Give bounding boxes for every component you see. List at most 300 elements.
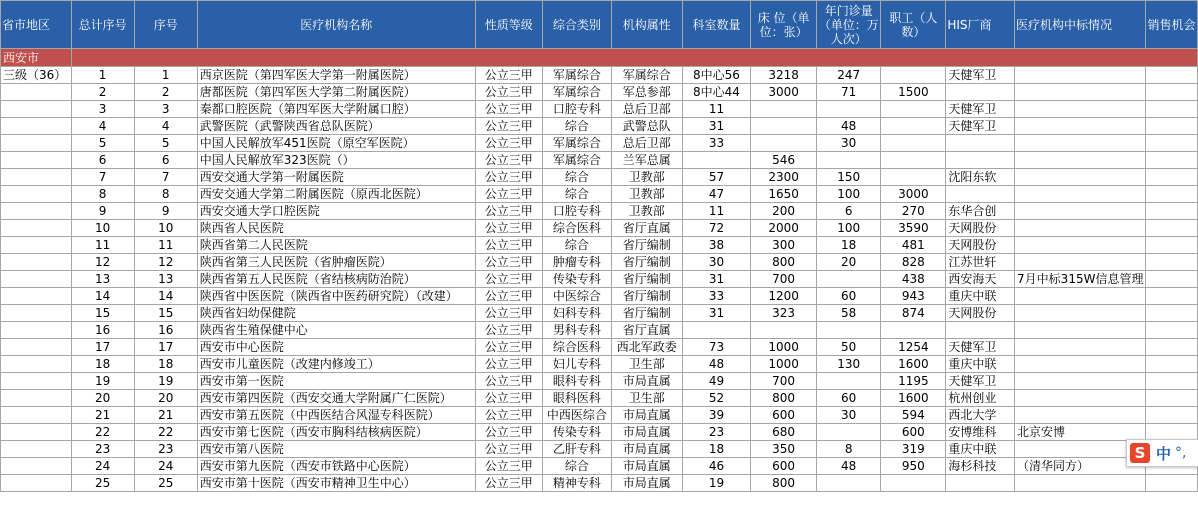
header-region[interactable]: 省市地区 xyxy=(1,1,72,49)
his-cell[interactable] xyxy=(946,135,1015,152)
region-level-cell[interactable] xyxy=(1,424,72,441)
attr-cell[interactable]: 卫教部 xyxy=(611,203,682,220)
beds-cell[interactable]: 600 xyxy=(751,458,817,475)
table-row[interactable] xyxy=(1,152,1198,169)
his-cell[interactable]: 安博维科 xyxy=(946,424,1015,441)
region-fill[interactable] xyxy=(71,49,1197,67)
total-seq-cell[interactable]: 18 xyxy=(71,356,134,373)
beds-cell[interactable]: 546 xyxy=(751,152,817,169)
total-seq-cell[interactable]: 14 xyxy=(71,288,134,305)
staff-cell[interactable]: 950 xyxy=(881,458,946,475)
visits-cell[interactable] xyxy=(816,373,880,390)
bid-cell[interactable] xyxy=(1015,322,1146,339)
header-seq[interactable]: 序号 xyxy=(134,1,197,49)
level-cell[interactable]: 公立三甲 xyxy=(475,441,542,458)
staff-cell[interactable]: 1600 xyxy=(881,390,946,407)
level-cell[interactable]: 公立三甲 xyxy=(475,186,542,203)
visits-cell[interactable]: 50 xyxy=(816,339,880,356)
staff-cell[interactable] xyxy=(881,322,946,339)
beds-cell[interactable]: 2300 xyxy=(751,169,817,186)
visits-cell[interactable]: 100 xyxy=(816,220,880,237)
staff-cell[interactable]: 1195 xyxy=(881,373,946,390)
table-row[interactable] xyxy=(1,305,1198,322)
staff-cell[interactable]: 3000 xyxy=(881,186,946,203)
header-attr[interactable]: 机构属性 xyxy=(611,1,682,49)
region-level-cell[interactable] xyxy=(1,305,72,322)
category-cell[interactable]: 口腔专科 xyxy=(542,101,611,118)
region-level-cell[interactable] xyxy=(1,254,72,271)
name-cell[interactable]: 西安市第九医院（西安市铁路中心医院） xyxy=(197,458,475,475)
category-cell[interactable]: 军属综合 xyxy=(542,152,611,169)
bid-cell[interactable] xyxy=(1015,186,1146,203)
beds-cell[interactable]: 300 xyxy=(751,237,817,254)
table-row[interactable] xyxy=(1,322,1198,339)
beds-cell[interactable]: 1200 xyxy=(751,288,817,305)
his-cell[interactable]: 天健军卫 xyxy=(946,339,1015,356)
visits-cell[interactable]: 20 xyxy=(816,254,880,271)
staff-cell[interactable]: 600 xyxy=(881,424,946,441)
sales-cell[interactable] xyxy=(1146,220,1198,237)
visits-cell[interactable]: 130 xyxy=(816,356,880,373)
name-cell[interactable]: 陕西省中医医院（陕西省中医药研究院）（改建） xyxy=(197,288,475,305)
sales-cell[interactable] xyxy=(1146,424,1198,441)
total-seq-cell[interactable]: 25 xyxy=(71,475,134,492)
category-cell[interactable]: 妇科专科 xyxy=(542,305,611,322)
category-cell[interactable]: 军属综合 xyxy=(542,67,611,84)
sales-cell[interactable] xyxy=(1146,271,1198,288)
category-cell[interactable]: 眼科医科 xyxy=(542,390,611,407)
name-cell[interactable]: 西安交通大学口腔医院 xyxy=(197,203,475,220)
sales-cell[interactable] xyxy=(1146,322,1198,339)
bid-cell[interactable] xyxy=(1015,475,1146,492)
region-level-cell[interactable] xyxy=(1,169,72,186)
category-cell[interactable]: 男科专科 xyxy=(542,322,611,339)
table-row[interactable] xyxy=(1,101,1198,118)
his-cell[interactable] xyxy=(946,322,1015,339)
region-level-cell[interactable] xyxy=(1,288,72,305)
level-cell[interactable]: 公立三甲 xyxy=(475,67,542,84)
staff-cell[interactable]: 828 xyxy=(881,254,946,271)
region-level-cell[interactable] xyxy=(1,441,72,458)
name-cell[interactable]: 陕西省人民医院 xyxy=(197,220,475,237)
depts-cell[interactable]: 19 xyxy=(682,475,751,492)
name-cell[interactable]: 西安市第四医院（西安交通大学附属广仁医院） xyxy=(197,390,475,407)
staff-cell[interactable]: 3590 xyxy=(881,220,946,237)
total-seq-cell[interactable]: 24 xyxy=(71,458,134,475)
his-cell[interactable]: 东华合创 xyxy=(946,203,1015,220)
bid-cell[interactable] xyxy=(1015,118,1146,135)
visits-cell[interactable]: 48 xyxy=(816,458,880,475)
category-cell[interactable]: 综合 xyxy=(542,169,611,186)
table-row[interactable] xyxy=(1,373,1198,390)
region-level-cell[interactable] xyxy=(1,271,72,288)
region-level-cell[interactable] xyxy=(1,101,72,118)
total-seq-cell[interactable]: 17 xyxy=(71,339,134,356)
bid-cell[interactable] xyxy=(1015,84,1146,101)
beds-cell[interactable]: 800 xyxy=(751,254,817,271)
visits-cell[interactable]: 150 xyxy=(816,169,880,186)
seq-cell[interactable]: 8 xyxy=(134,186,197,203)
bid-cell[interactable] xyxy=(1015,101,1146,118)
header-category[interactable]: 综合类别 xyxy=(542,1,611,49)
table-row[interactable] xyxy=(1,254,1198,271)
table-row[interactable] xyxy=(1,441,1198,458)
staff-cell[interactable]: 1600 xyxy=(881,356,946,373)
name-cell[interactable]: 陕西省第二人民医院 xyxy=(197,237,475,254)
table-row[interactable] xyxy=(1,169,1198,186)
depts-cell[interactable]: 23 xyxy=(682,424,751,441)
his-cell[interactable]: 杭州创业 xyxy=(946,390,1015,407)
attr-cell[interactable]: 省厅编制 xyxy=(611,288,682,305)
region-level-cell[interactable] xyxy=(1,339,72,356)
region-row[interactable] xyxy=(1,49,1198,67)
seq-cell[interactable]: 13 xyxy=(134,271,197,288)
visits-cell[interactable] xyxy=(816,152,880,169)
header-beds[interactable]: 床 位（单位：张） xyxy=(751,1,817,49)
his-cell[interactable]: 重庆中联 xyxy=(946,441,1015,458)
his-cell[interactable]: 西北大学 xyxy=(946,407,1015,424)
attr-cell[interactable]: 总后卫部 xyxy=(611,135,682,152)
beds-cell[interactable] xyxy=(751,322,817,339)
seq-cell[interactable]: 18 xyxy=(134,356,197,373)
beds-cell[interactable]: 680 xyxy=(751,424,817,441)
level-cell[interactable]: 公立三甲 xyxy=(475,271,542,288)
category-cell[interactable]: 综合医科 xyxy=(542,339,611,356)
beds-cell[interactable]: 3000 xyxy=(751,84,817,101)
attr-cell[interactable]: 省厅编制 xyxy=(611,237,682,254)
seq-cell[interactable]: 10 xyxy=(134,220,197,237)
seq-cell[interactable]: 12 xyxy=(134,254,197,271)
category-cell[interactable]: 肿瘤专科 xyxy=(542,254,611,271)
region-level-cell[interactable] xyxy=(1,84,72,101)
attr-cell[interactable]: 卫生部 xyxy=(611,390,682,407)
sales-cell[interactable] xyxy=(1146,152,1198,169)
header-his[interactable]: HIS厂商 xyxy=(946,1,1015,49)
his-cell[interactable]: 天健军卫 xyxy=(946,67,1015,84)
category-cell[interactable]: 传染专科 xyxy=(542,271,611,288)
level-cell[interactable]: 公立三甲 xyxy=(475,390,542,407)
his-cell[interactable]: 重庆中联 xyxy=(946,288,1015,305)
table-row[interactable] xyxy=(1,135,1198,152)
bid-cell[interactable]: （清华同方） xyxy=(1015,458,1146,475)
staff-cell[interactable] xyxy=(881,152,946,169)
attr-cell[interactable]: 市局直属 xyxy=(611,424,682,441)
sales-cell[interactable] xyxy=(1146,203,1198,220)
seq-cell[interactable]: 21 xyxy=(134,407,197,424)
table-row[interactable] xyxy=(1,84,1198,101)
category-cell[interactable]: 军属综合 xyxy=(542,135,611,152)
beds-cell[interactable] xyxy=(751,135,817,152)
total-seq-cell[interactable]: 10 xyxy=(71,220,134,237)
total-seq-cell[interactable]: 19 xyxy=(71,373,134,390)
sales-cell[interactable] xyxy=(1146,67,1198,84)
header-visits[interactable]: 年门诊量（单位：万人次） xyxy=(816,1,880,49)
total-seq-cell[interactable]: 1 xyxy=(71,67,134,84)
sales-cell[interactable] xyxy=(1146,475,1198,492)
level-cell[interactable]: 公立三甲 xyxy=(475,424,542,441)
beds-cell[interactable]: 700 xyxy=(751,271,817,288)
sales-cell[interactable] xyxy=(1146,118,1198,135)
bid-cell[interactable] xyxy=(1015,169,1146,186)
beds-cell[interactable]: 2000 xyxy=(751,220,817,237)
seq-cell[interactable]: 7 xyxy=(134,169,197,186)
sales-cell[interactable] xyxy=(1146,288,1198,305)
region-level-cell[interactable] xyxy=(1,390,72,407)
bid-cell[interactable] xyxy=(1015,237,1146,254)
sales-cell[interactable] xyxy=(1146,305,1198,322)
depts-cell[interactable]: 47 xyxy=(682,186,751,203)
level-cell[interactable]: 公立三甲 xyxy=(475,101,542,118)
level-cell[interactable]: 公立三甲 xyxy=(475,322,542,339)
visits-cell[interactable]: 58 xyxy=(816,305,880,322)
depts-cell[interactable]: 48 xyxy=(682,356,751,373)
name-cell[interactable]: 西安市第五医院（中西医结合风湿专科医院） xyxy=(197,407,475,424)
depts-cell[interactable]: 31 xyxy=(682,305,751,322)
his-cell[interactable]: 江苏世轩 xyxy=(946,254,1015,271)
category-cell[interactable]: 妇儿专科 xyxy=(542,356,611,373)
his-cell[interactable]: 沈阳东软 xyxy=(946,169,1015,186)
total-seq-cell[interactable]: 13 xyxy=(71,271,134,288)
staff-cell[interactable]: 270 xyxy=(881,203,946,220)
name-cell[interactable]: 西安交通大学第二附属医院（原西北医院） xyxy=(197,186,475,203)
seq-cell[interactable]: 16 xyxy=(134,322,197,339)
depts-cell[interactable]: 46 xyxy=(682,458,751,475)
ime-mode-indicator[interactable]: 中 xyxy=(1156,444,1172,463)
attr-cell[interactable]: 市局直属 xyxy=(611,441,682,458)
depts-cell[interactable]: 11 xyxy=(682,203,751,220)
depts-cell[interactable]: 31 xyxy=(682,271,751,288)
seq-cell[interactable]: 20 xyxy=(134,390,197,407)
bid-cell[interactable] xyxy=(1015,220,1146,237)
header-sales[interactable]: 销售机会 xyxy=(1146,1,1198,49)
beds-cell[interactable]: 323 xyxy=(751,305,817,322)
seq-cell[interactable]: 15 xyxy=(134,305,197,322)
staff-cell[interactable] xyxy=(881,67,946,84)
name-cell[interactable]: 中国人民解放军451医院（原空军医院） xyxy=(197,135,475,152)
beds-cell[interactable]: 1000 xyxy=(751,339,817,356)
staff-cell[interactable]: 1254 xyxy=(881,339,946,356)
name-cell[interactable]: 西安交通大学第一附属医院 xyxy=(197,169,475,186)
region-level-cell[interactable] xyxy=(1,237,72,254)
total-seq-cell[interactable]: 22 xyxy=(71,424,134,441)
visits-cell[interactable]: 60 xyxy=(816,390,880,407)
total-seq-cell[interactable]: 3 xyxy=(71,101,134,118)
staff-cell[interactable]: 481 xyxy=(881,237,946,254)
table-row[interactable] xyxy=(1,339,1198,356)
total-seq-cell[interactable]: 7 xyxy=(71,169,134,186)
seq-cell[interactable]: 4 xyxy=(134,118,197,135)
header-depts[interactable]: 科室数量 xyxy=(682,1,751,49)
bid-cell[interactable] xyxy=(1015,135,1146,152)
name-cell[interactable]: 西安市第十医院（西安市精神卫生中心） xyxy=(197,475,475,492)
staff-cell[interactable] xyxy=(881,135,946,152)
depts-cell[interactable]: 33 xyxy=(682,288,751,305)
category-cell[interactable]: 精神专科 xyxy=(542,475,611,492)
attr-cell[interactable]: 省厅编制 xyxy=(611,254,682,271)
table-row[interactable] xyxy=(1,271,1198,288)
his-cell[interactable]: 天网股份 xyxy=(946,237,1015,254)
table-row[interactable] xyxy=(1,424,1198,441)
bid-cell[interactable] xyxy=(1015,407,1146,424)
visits-cell[interactable]: 8 xyxy=(816,441,880,458)
total-seq-cell[interactable]: 12 xyxy=(71,254,134,271)
sales-cell[interactable] xyxy=(1146,339,1198,356)
region-level-cell[interactable] xyxy=(1,407,72,424)
beds-cell[interactable] xyxy=(751,101,817,118)
region-level-cell[interactable] xyxy=(1,186,72,203)
header-name[interactable]: 医疗机构名称 xyxy=(197,1,475,49)
level-cell[interactable]: 公立三甲 xyxy=(475,288,542,305)
total-seq-cell[interactable]: 23 xyxy=(71,441,134,458)
seq-cell[interactable]: 19 xyxy=(134,373,197,390)
level-cell[interactable]: 公立三甲 xyxy=(475,135,542,152)
attr-cell[interactable]: 省厅直属 xyxy=(611,220,682,237)
visits-cell[interactable]: 100 xyxy=(816,186,880,203)
beds-cell[interactable]: 200 xyxy=(751,203,817,220)
depts-cell[interactable]: 73 xyxy=(682,339,751,356)
sales-cell[interactable] xyxy=(1146,356,1198,373)
attr-cell[interactable]: 军属综合 xyxy=(611,67,682,84)
depts-cell[interactable]: 33 xyxy=(682,135,751,152)
region-level-cell[interactable] xyxy=(1,458,72,475)
beds-cell[interactable]: 600 xyxy=(751,407,817,424)
total-seq-cell[interactable]: 20 xyxy=(71,390,134,407)
his-cell[interactable] xyxy=(946,475,1015,492)
staff-cell[interactable]: 319 xyxy=(881,441,946,458)
sales-cell[interactable] xyxy=(1146,254,1198,271)
ime-punct-indicator[interactable]: °, xyxy=(1175,445,1187,461)
region-level-cell[interactable] xyxy=(1,475,72,492)
level-cell[interactable]: 公立三甲 xyxy=(475,152,542,169)
name-cell[interactable]: 西安市第七医院（西安市胸科结核病医院） xyxy=(197,424,475,441)
depts-cell[interactable]: 30 xyxy=(682,254,751,271)
attr-cell[interactable]: 省厅直属 xyxy=(611,322,682,339)
level-cell[interactable]: 公立三甲 xyxy=(475,169,542,186)
visits-cell[interactable] xyxy=(816,475,880,492)
header-total-seq[interactable]: 总计序号 xyxy=(71,1,134,49)
seq-cell[interactable]: 23 xyxy=(134,441,197,458)
attr-cell[interactable]: 省厅编制 xyxy=(611,305,682,322)
region-level-cell[interactable] xyxy=(1,356,72,373)
visits-cell[interactable]: 6 xyxy=(816,203,880,220)
depts-cell[interactable]: 49 xyxy=(682,373,751,390)
table-row[interactable] xyxy=(1,203,1198,220)
table-row[interactable] xyxy=(1,220,1198,237)
his-cell[interactable]: 海杉科技 xyxy=(946,458,1015,475)
header-staff[interactable]: 职工（人数） xyxy=(881,1,946,49)
header-level[interactable]: 性质等级 xyxy=(475,1,542,49)
level-cell[interactable]: 公立三甲 xyxy=(475,373,542,390)
sales-cell[interactable] xyxy=(1146,186,1198,203)
category-cell[interactable]: 口腔专科 xyxy=(542,203,611,220)
visits-cell[interactable] xyxy=(816,101,880,118)
bid-cell[interactable]: 7月中标315W信息管理 xyxy=(1015,271,1146,288)
visits-cell[interactable] xyxy=(816,424,880,441)
staff-cell[interactable] xyxy=(881,118,946,135)
depts-cell[interactable] xyxy=(682,152,751,169)
level-cell[interactable]: 公立三甲 xyxy=(475,458,542,475)
beds-cell[interactable]: 3218 xyxy=(751,67,817,84)
sales-cell[interactable] xyxy=(1146,373,1198,390)
category-cell[interactable]: 中医综合 xyxy=(542,288,611,305)
visits-cell[interactable]: 71 xyxy=(816,84,880,101)
attr-cell[interactable]: 卫教部 xyxy=(611,186,682,203)
level-cell[interactable]: 公立三甲 xyxy=(475,203,542,220)
table-row[interactable] xyxy=(1,390,1198,407)
his-cell[interactable]: 天健军卫 xyxy=(946,373,1015,390)
seq-cell[interactable]: 14 xyxy=(134,288,197,305)
total-seq-cell[interactable]: 6 xyxy=(71,152,134,169)
bid-cell[interactable] xyxy=(1015,305,1146,322)
seq-cell[interactable]: 11 xyxy=(134,237,197,254)
attr-cell[interactable]: 卫教部 xyxy=(611,169,682,186)
table-row[interactable] xyxy=(1,118,1198,135)
visits-cell[interactable]: 60 xyxy=(816,288,880,305)
visits-cell[interactable]: 18 xyxy=(816,237,880,254)
category-cell[interactable]: 军属综合 xyxy=(542,84,611,101)
staff-cell[interactable]: 1500 xyxy=(881,84,946,101)
staff-cell[interactable] xyxy=(881,169,946,186)
name-cell[interactable]: 西安市中心医院 xyxy=(197,339,475,356)
bid-cell[interactable] xyxy=(1015,152,1146,169)
his-cell[interactable] xyxy=(946,152,1015,169)
total-seq-cell[interactable]: 2 xyxy=(71,84,134,101)
region-level-cell[interactable] xyxy=(1,203,72,220)
name-cell[interactable]: 陕西省生殖保健中心 xyxy=(197,322,475,339)
total-seq-cell[interactable]: 9 xyxy=(71,203,134,220)
level-cell[interactable]: 公立三甲 xyxy=(475,407,542,424)
region-level-cell[interactable] xyxy=(1,373,72,390)
his-cell[interactable]: 天网股份 xyxy=(946,305,1015,322)
attr-cell[interactable]: 兰军总属 xyxy=(611,152,682,169)
category-cell[interactable]: 综合 xyxy=(542,118,611,135)
name-cell[interactable]: 西京医院（第四军医大学第一附属医院） xyxy=(197,67,475,84)
region-level-cell[interactable] xyxy=(1,135,72,152)
his-cell[interactable]: 天健军卫 xyxy=(946,118,1015,135)
category-cell[interactable]: 综合医科 xyxy=(542,220,611,237)
total-seq-cell[interactable]: 4 xyxy=(71,118,134,135)
sales-cell[interactable] xyxy=(1146,169,1198,186)
region-level-cell[interactable] xyxy=(1,152,72,169)
table-row[interactable] xyxy=(1,407,1198,424)
category-cell[interactable]: 眼科专科 xyxy=(542,373,611,390)
name-cell[interactable]: 陕西省第三人民医院（省肿瘤医院） xyxy=(197,254,475,271)
beds-cell[interactable] xyxy=(751,118,817,135)
bid-cell[interactable] xyxy=(1015,356,1146,373)
table-row[interactable] xyxy=(1,458,1198,475)
table-row[interactable] xyxy=(1,67,1198,84)
bid-cell[interactable] xyxy=(1015,203,1146,220)
level-cell[interactable]: 公立三甲 xyxy=(475,237,542,254)
depts-cell[interactable]: 18 xyxy=(682,441,751,458)
bid-cell[interactable] xyxy=(1015,339,1146,356)
sales-cell[interactable] xyxy=(1146,237,1198,254)
his-cell[interactable]: 西安海天 xyxy=(946,271,1015,288)
visits-cell[interactable] xyxy=(816,271,880,288)
depts-cell[interactable]: 8中心56 xyxy=(682,67,751,84)
level-cell[interactable]: 公立三甲 xyxy=(475,220,542,237)
region-cell[interactable]: 西安市 xyxy=(1,49,72,67)
total-seq-cell[interactable]: 8 xyxy=(71,186,134,203)
level-cell[interactable]: 公立三甲 xyxy=(475,305,542,322)
depts-cell[interactable]: 52 xyxy=(682,390,751,407)
bid-cell[interactable] xyxy=(1015,390,1146,407)
bid-cell[interactable]: 北京安博 xyxy=(1015,424,1146,441)
attr-cell[interactable]: 市局直属 xyxy=(611,407,682,424)
seq-cell[interactable]: 2 xyxy=(134,84,197,101)
depts-cell[interactable]: 38 xyxy=(682,237,751,254)
seq-cell[interactable]: 17 xyxy=(134,339,197,356)
